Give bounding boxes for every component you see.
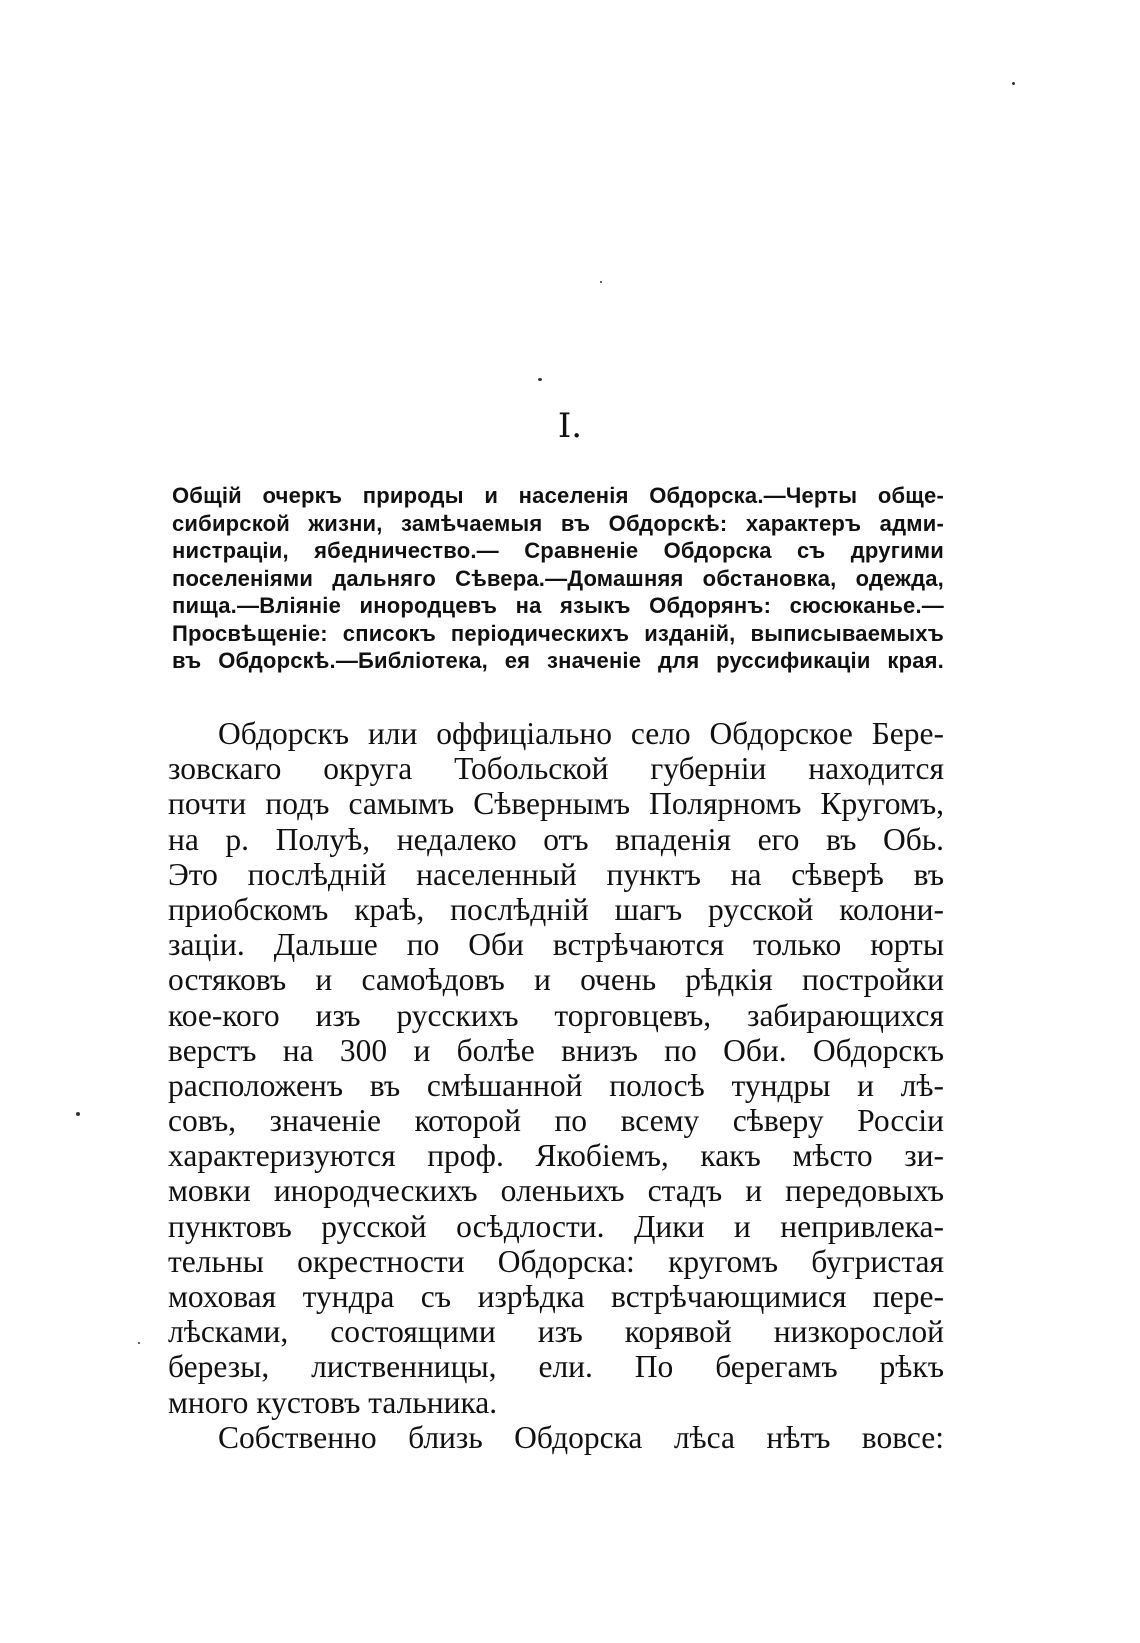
- text-line: Это послѣдній населенный пунктъ на сѣверѣ въ: [168, 856, 944, 892]
- body-text: [168, 716, 944, 1455]
- text-line: тельны окрестности Обдорска: кругомъ бугристая: [168, 1243, 944, 1279]
- text-line: много кустовъ тальника.: [168, 1384, 498, 1420]
- text-line: моховая тундра съ изрѣдка встрѣчающимися пере-: [168, 1279, 944, 1314]
- scan-speck: [600, 281, 602, 283]
- text-line: совъ, значеніе которой по всему сѣверу Россіи: [168, 1103, 944, 1139]
- text-line: березы, лиственницы, ели. По берегамъ рѣкъ: [168, 1349, 944, 1385]
- text-line: Собственно близь Обдорска лѣса нѣтъ вовсе:: [218, 1419, 944, 1455]
- text-line: пунктовъ русской осѣдлости. Дики и непривлека-: [168, 1208, 944, 1244]
- summary-line: пища.—Вліяніе инородцевъ на языкъ Обдорянъ: сюсюканье.—: [172, 593, 944, 618]
- scan-speck: [1012, 82, 1015, 85]
- scan-speck: [76, 1112, 80, 1116]
- text-line: лѣсками, состоящими изъ корявой низкорослой: [168, 1314, 944, 1350]
- text-line: Обдорскъ или оффиціально село Обдорское Бере-: [218, 716, 944, 751]
- text-line: зовскаго округа Тобольской губерніи находится: [168, 751, 944, 787]
- summary-line: Просвѣщеніе: списокъ періодическихъ изданій, выписываемыхъ: [172, 620, 944, 646]
- text-line: заціи. Дальше по Оби встрѣчаются только юрты: [168, 927, 944, 963]
- chapter-summary: [172, 482, 944, 675]
- scan-speck: [138, 1342, 140, 1344]
- text-line: на р. Полуѣ, недалеко отъ впаденія его въ Обь.: [168, 821, 944, 857]
- text-line: остяковъ и самоѣдовъ и очень рѣдкія постройки: [168, 962, 944, 998]
- scan-speck: [538, 378, 542, 381]
- text-line: мовки инородческихъ оленьихъ стадъ и передовыхъ: [168, 1173, 944, 1209]
- text-line: почти подъ самымъ Сѣвернымъ Полярномъ Кругомъ,: [168, 786, 944, 822]
- summary-line: въ Обдорскѣ.—Библіотека, ея значеніе для руссификаціи края.: [172, 648, 944, 673]
- text-line: верстъ на 300 и болѣе внизъ по Оби. Обдорскъ: [168, 1032, 944, 1068]
- text-line: кое-кого изъ русскихъ торговцевъ, забирающихся: [168, 997, 944, 1033]
- text-line: характеризуются проф. Якобіемъ, какъ мѣсто зи-: [168, 1138, 944, 1174]
- summary-line: сибирской жизни, замѣчаемыя въ Обдорскѣ: характеръ адми-: [172, 510, 944, 536]
- summary-line: Общій очеркъ природы и населенія Обдорска.—Черты обще-: [172, 483, 944, 508]
- text-line: расположенъ въ смѣшанной полосѣ тундры и лѣ-: [168, 1067, 944, 1103]
- summary-line: нистраціи, ябедничество.— Сравненіе Обдорска съ другими: [172, 538, 944, 563]
- chapter-number: I.: [557, 406, 583, 446]
- text-line: приобскомъ краѣ, послѣдній шагъ русской колони-: [168, 891, 944, 927]
- summary-line: поселеніями дальняго Сѣвера.—Домашняя обстановка, одежда,: [172, 565, 944, 591]
